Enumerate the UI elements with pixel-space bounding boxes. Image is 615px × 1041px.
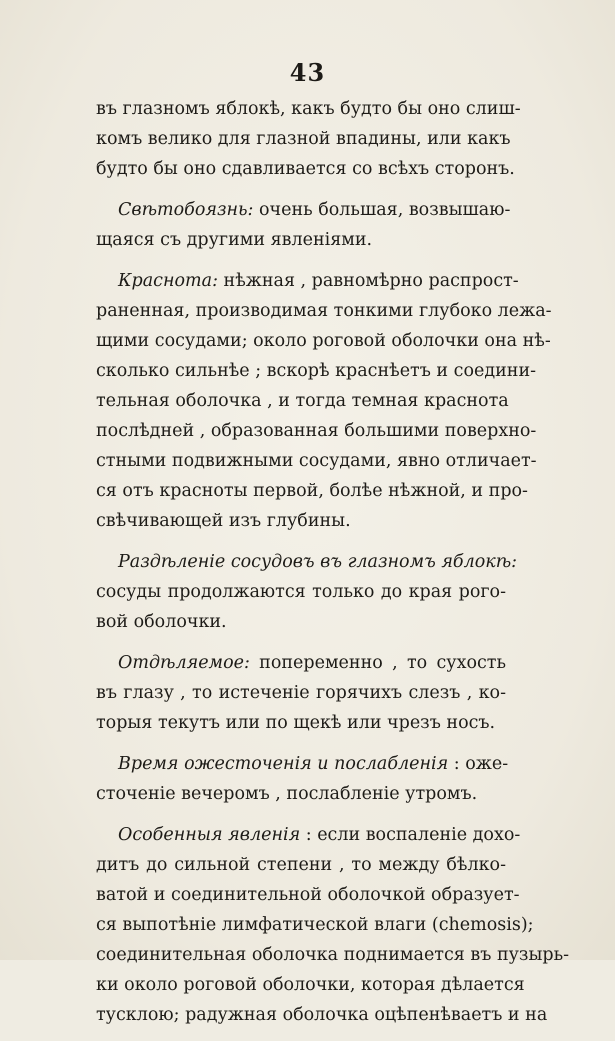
text-line [96,970,525,1000]
paragraph [96,820,570,1030]
body-text [96,94,570,1041]
text-line [96,1000,548,1030]
line-text: щими сосудами; около роговой оболочки она нѣ- [96,331,551,351]
line-text: въ глазномъ яблокѣ, какъ будто бы оно слиш- [96,99,521,119]
text-line [96,820,521,850]
line-text: послѣдней , образованная большими поверхно- [96,421,537,441]
italic-term: Особенныя явленія [118,825,301,845]
line-text: попеременно , то сухость [249,653,506,673]
italic-term: Раздѣленіе сосудовъ въ глазномъ яблокѣ: [118,552,518,572]
text-line [96,195,511,225]
text-line [96,850,506,880]
page-number: 43 [289,58,326,87]
line-text: дитъ до сильной степени , то между бѣлко- [96,855,506,875]
paragraph [96,266,552,536]
text-line [96,708,506,738]
line-text: : оже- [448,754,509,774]
text-line [96,749,509,779]
text-line [96,910,534,940]
paragraph [96,648,506,738]
text-line [96,779,506,809]
line-text: стными подвижными сосудами, явно отличает- [96,451,537,471]
line-text: : если воспаленіе дохо- [300,825,521,845]
text-line [96,416,537,446]
line-text: тельная оболочка , и тогда темная краснота [96,391,509,411]
paragraph [96,749,509,809]
line-text: очень большая, возвышаю- [253,200,511,220]
text-line [96,386,509,416]
line-text: соединительная оболочка поднимается въ пузырь- [96,945,570,965]
text-line [96,124,511,154]
line-text: ся выпотѣніе лимфатической влаги (chemosis); [96,915,534,935]
text-line [96,940,570,970]
text-line [96,476,528,506]
line-text: раненная, производимая тонкими глубоко лежа- [96,301,552,321]
line-text: въ глазу , то истеченіе горячихъ слезъ , ко- [96,683,506,703]
line-text: ся отъ красноты первой, болѣе нѣжной, и про- [96,481,528,501]
italic-term: Краснота: [118,271,218,291]
text-line [96,266,519,296]
text-line [96,296,552,326]
line-text: щаяся съ другими явленіями. [96,230,373,250]
line-text: ватой и соединительной оболочкой образует- [96,885,520,905]
text-line [96,648,506,678]
line-text: вой оболочки. [96,612,227,632]
line-text: торыя текутъ или по щекѣ или чрезъ носъ. [96,713,496,733]
paragraph [96,94,521,184]
line-text: нѣжная , равномѣрно распрост- [217,271,519,291]
text-line [96,577,506,607]
text-line [96,880,520,910]
line-text: свѣчивающей изъ глубины. [96,511,351,531]
paragraph [96,195,511,255]
text-line [96,446,537,476]
text-line [96,506,506,536]
line-text: ки около роговой оболочки, которая дѣлается [96,975,525,995]
text-line [96,678,506,708]
text-line [96,326,551,356]
text-line [96,94,521,124]
line-text: сточеніе вечеромъ , послабленіе утромъ. [96,784,478,804]
text-line [96,547,518,577]
paragraph [96,547,518,637]
line-text: сосуды продолжаются только до края рого- [96,582,506,602]
line-text: тусклою; радужная оболочка оцѣпенѣваетъ и на [96,1005,548,1025]
italic-term: Свѣтобоязнь: [118,200,254,220]
text-line [96,607,506,637]
line-text: будто бы оно сдавливается со всѣхъ сторонъ. [96,159,515,179]
line-text: комъ велико для глазной впадины, или какъ [96,129,511,149]
text-line [96,154,515,184]
italic-term: Отдѣляемое: [118,653,250,673]
line-text: сколько сильнѣе ; вскорѣ краснѣетъ и соедини- [96,361,537,381]
text-line [96,356,537,386]
italic-term: Время ожесточенія и послабленія [118,754,449,774]
text-line [96,225,506,255]
